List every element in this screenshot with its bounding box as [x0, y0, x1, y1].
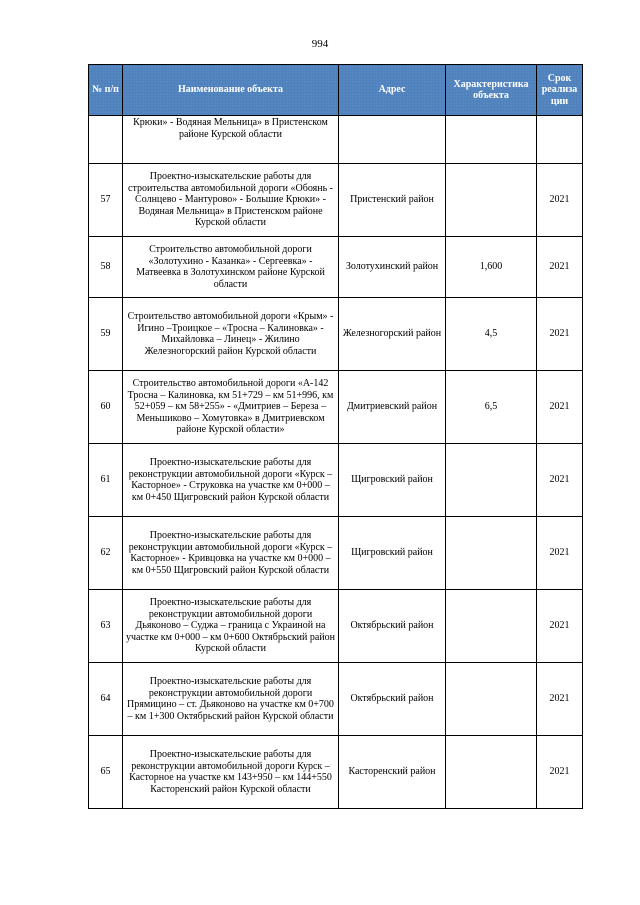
row-name: Проектно-изыскательские работы для реконструкции автомобильной дороги «Курск – Касторное» - Струковка на участке км 0+000 – км 0+450 Щигровский район Курской области [123, 444, 339, 517]
row-address [339, 116, 446, 164]
table-row [89, 371, 583, 444]
row-term [537, 116, 583, 164]
table-row [89, 517, 583, 590]
row-characteristic [446, 590, 537, 663]
table-header-row [89, 65, 583, 116]
row-name: Проектно-изыскательские работы для реконструкции автомобильной дороги Курск – Касторное на участке км 143+950 – км 144+550 Касторенский район Курской области [123, 736, 339, 809]
row-name: Проектно-изыскательские работы для строительства автомобильной дороги «Обоянь - Солнцево - Мантурово» - Большие Крюки» - Водяная Мельница» в Пристенском районе Курской области [123, 164, 339, 237]
row-name: Строительство автомобильной дороги «А-142 Тросна – Калиновка, км 51+729 – км 51+996, км 52+059 – км 58+255» - «Дмитриев – Береза – Меньшиково – Хомутовка» в Дмитриевском районе Курской области» [123, 371, 339, 444]
table-row [89, 237, 583, 298]
row-name: Проектно-изыскательские работы для реконструкции автомобильной дороги Прямицино – ст. Дьяконово на участке км 0+700 – км 1+300 Октябрьский район Курской области [123, 663, 339, 736]
row-num: 58 [89, 237, 123, 298]
row-num: 64 [89, 663, 123, 736]
table-row [89, 663, 583, 736]
row-address: Касторенский район [339, 736, 446, 809]
row-num: 62 [89, 517, 123, 590]
row-num: 63 [89, 590, 123, 663]
row-num [89, 116, 123, 164]
page-number: 994 [311, 38, 329, 50]
row-term: 2021 [537, 444, 583, 517]
row-term: 2021 [537, 663, 583, 736]
row-term: 2021 [537, 590, 583, 663]
row-term: 2021 [537, 164, 583, 237]
row-num: 60 [89, 371, 123, 444]
header-address: Адрес [339, 65, 446, 116]
row-address: Пристенский район [339, 164, 446, 237]
row-address: Щигровский район [339, 517, 446, 590]
row-term: 2021 [537, 298, 583, 371]
row-name: Проектно-изыскательские работы для реконструкции автомобильной дороги «Курск – Касторное» - Кривцовка на участке км 0+000 – км 0+550 Щигровский район Курской области [123, 517, 339, 590]
row-characteristic [446, 444, 537, 517]
header-num: № п/п [89, 65, 123, 116]
row-term: 2021 [537, 517, 583, 590]
row-num: 57 [89, 164, 123, 237]
row-name: Проектно-изыскательские работы для реконструкции автомобильной дороги Дьяконово – Суджа – граница с Украиной на участке км 0+000 – км 0+600 Октябрьский район Курской области [123, 590, 339, 663]
row-address: Золотухинский район [339, 237, 446, 298]
row-characteristic [446, 736, 537, 809]
row-term: 2021 [537, 237, 583, 298]
row-address: Октябрьский район [339, 590, 446, 663]
row-characteristic: 1,600 [446, 237, 537, 298]
header-term: Срок реализа ции [537, 65, 583, 116]
row-term: 2021 [537, 736, 583, 809]
row-num: 61 [89, 444, 123, 517]
row-address: Октябрьский район [339, 663, 446, 736]
row-num: 59 [89, 298, 123, 371]
header-name: Наименование объекта [123, 65, 339, 116]
row-address: Дмитриевский район [339, 371, 446, 444]
row-name: Строительство автомобильной дороги «Крым» - Игино –Троицкое – «Тросна – Калиновка» - Михайловка – Линец» - Жилино Железногорский район Курской области [123, 298, 339, 371]
table-row [89, 590, 583, 663]
table-row [89, 116, 583, 164]
objects-table [88, 64, 583, 809]
table-row [89, 444, 583, 517]
row-characteristic [446, 663, 537, 736]
row-name: Крюки» - Водяная Мельница» в Пристенском районе Курской области [123, 116, 339, 164]
row-num: 65 [89, 736, 123, 809]
row-characteristic: 4,5 [446, 298, 537, 371]
row-address: Щигровский район [339, 444, 446, 517]
row-characteristic [446, 116, 537, 164]
header-characteristic: Характеристика объекта [446, 65, 537, 116]
table-row [89, 736, 583, 809]
table-row [89, 164, 583, 237]
table-row [89, 298, 583, 371]
row-term: 2021 [537, 371, 583, 444]
row-characteristic: 6,5 [446, 371, 537, 444]
row-name: Строительство автомобильной дороги «Золотухино - Казанка» - Сергеевка» - Матвеевка в Золотухинском районе Курской области [123, 237, 339, 298]
row-characteristic [446, 517, 537, 590]
row-address: Железногорский район [339, 298, 446, 371]
row-characteristic [446, 164, 537, 237]
